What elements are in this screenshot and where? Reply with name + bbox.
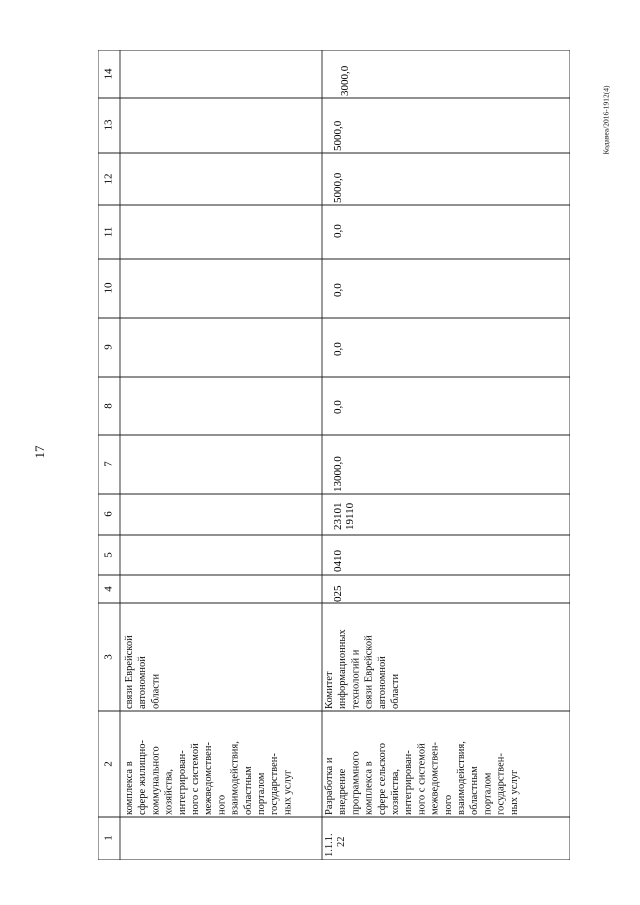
cell-code-4: 025: [332, 585, 344, 602]
cell-amount-10: 0,0: [332, 283, 344, 297]
cell-item-number: 1.1.1. 22: [324, 833, 347, 857]
cell-amount-7: 13000,0: [332, 456, 344, 492]
continuation-row: [124, 65, 351, 815]
cell-description: Разработка и внедрение программного комплекса в сфере сельского хозяйства, интегрирован- ного с системой межведомствен- ного взаимодействия, областным порталом государствен- ных услуг: [324, 741, 520, 815]
col-header: 10: [102, 282, 115, 294]
col-header: 12: [102, 173, 115, 185]
cell-amount-9: 0,0: [332, 342, 344, 356]
cell-amount-11: 0,0: [332, 224, 344, 238]
col-header: 9: [102, 344, 115, 350]
page-number: 17: [32, 445, 47, 459]
document-code: Кодавеа/2016-1912(4): [601, 85, 611, 155]
budget-table: [98, 50, 570, 860]
col-header: 11: [102, 226, 115, 238]
col-header: 5: [102, 552, 115, 558]
cell-executor: Комитет информационных технологий и связи Еврейской автономной области: [324, 629, 401, 709]
cell-code-5: 0410: [332, 550, 344, 572]
data-row: [324, 120, 520, 857]
cell-amount-8: 0,0: [332, 400, 344, 414]
col-header: 3: [102, 654, 115, 660]
cell-description: комплекса в сфере жилищно- коммунального хозяйства, интегрирован- ного с системой межведомствен- ного взаимодействия, областным порталом государствен- ных услуг: [124, 740, 294, 815]
header-numbers: [103, 68, 115, 841]
col-header: 14: [102, 68, 115, 80]
col-header: 7: [102, 461, 115, 467]
cell-code-6: 23101 19110: [332, 502, 356, 530]
col-header: 4: [102, 586, 115, 592]
cell-amount-12: 5000,0: [332, 172, 344, 203]
cell-amount-14: 3000,0: [339, 65, 351, 96]
col-header: 13: [102, 119, 115, 131]
col-header: 8: [102, 403, 115, 409]
cell-amount-13: 5000,0: [332, 120, 344, 151]
col-header: 1: [102, 835, 115, 841]
col-header: 2: [102, 761, 115, 767]
col-header: 6: [102, 511, 115, 517]
table-grid: [98, 50, 570, 860]
cell-executor: связи Еврейской автономной области: [124, 635, 162, 709]
